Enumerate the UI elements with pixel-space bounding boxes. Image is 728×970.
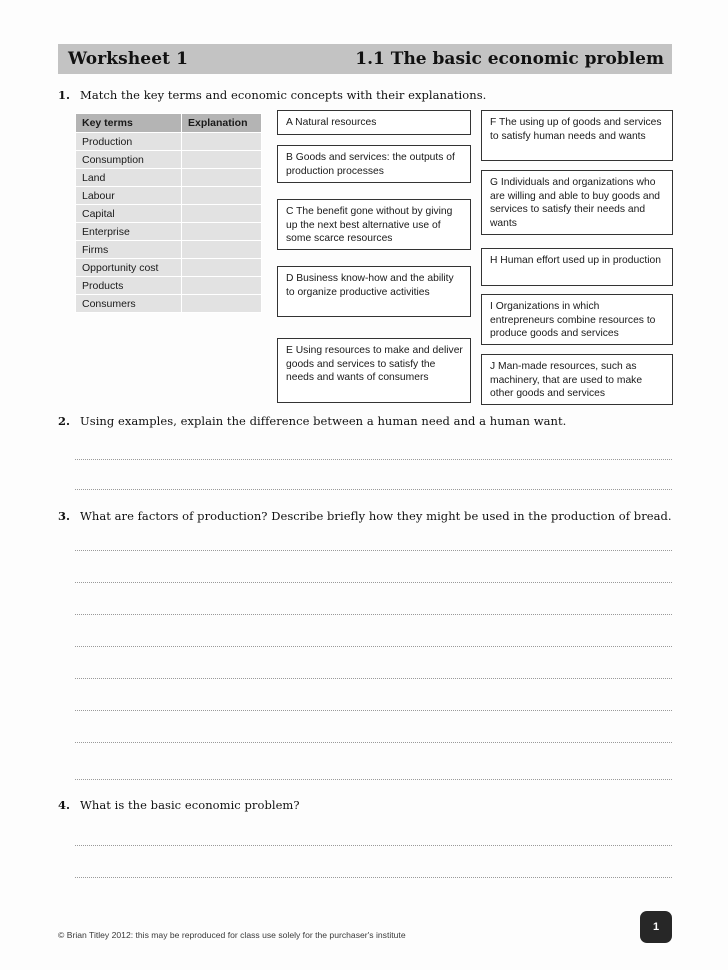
question-3-number: 3. [58,509,71,523]
key-term-cell: Labour [76,187,182,205]
option-box-i[interactable]: I Organizations in which entrepreneurs combine resources to produce goods and services [481,294,673,345]
explanation-cell[interactable] [182,151,262,169]
worksheet-header-bar [58,44,672,74]
explanation-cell[interactable] [182,259,262,277]
option-box-b[interactable]: B Goods and services: the outputs of production processes [277,145,471,183]
key-term-cell: Products [76,277,182,295]
table-row [76,295,262,313]
explanation-cell[interactable] [182,133,262,151]
page-number-badge: 1 [640,911,672,943]
explanation-cell[interactable] [182,277,262,295]
answer-line[interactable] [75,489,672,490]
answer-line[interactable] [75,614,672,615]
option-box-a[interactable]: A Natural resources [277,110,471,135]
option-box-f[interactable]: F The using up of goods and services to satisfy human needs and wants [481,110,673,161]
answer-line[interactable] [75,779,672,780]
table-row [76,151,262,169]
worksheet-label: Worksheet 1 [68,49,189,69]
question-2-text: Using examples, explain the difference between a human need and a human want. [80,414,567,428]
column-header-explanation: Explanation [182,114,262,133]
worksheet-topic-title: 1.1 The basic economic problem [355,49,664,69]
table-header-row [76,114,262,133]
key-terms-table [75,113,262,313]
explanation-cell[interactable] [182,169,262,187]
key-term-cell: Consumption [76,151,182,169]
question-1-text: Match the key terms and economic concepts with their explanations. [80,88,487,102]
option-box-h[interactable]: H Human effort used up in production [481,248,673,286]
table-row [76,223,262,241]
option-box-d[interactable]: D Business know-how and the ability to organize productive activities [277,266,471,317]
question-3-text: What are factors of production? Describe briefly how they might be used in the production of bread. [80,509,672,523]
answer-line[interactable] [75,459,672,460]
table-row [76,259,262,277]
option-box-e[interactable]: E Using resources to make and deliver goods and services to satisfy the needs and wants of consumers [277,338,471,403]
option-box-c[interactable]: C The benefit gone without by giving up the next best alternative use of some scarce resources [277,199,471,250]
option-box-j[interactable]: J Man-made resources, such as machinery, that are used to make other goods and services [481,354,673,405]
table-row [76,133,262,151]
key-term-cell: Production [76,133,182,151]
key-term-cell: Consumers [76,295,182,313]
answer-line[interactable] [75,646,672,647]
column-header-key-terms: Key terms [76,114,182,133]
answer-line[interactable] [75,582,672,583]
explanation-cell[interactable] [182,241,262,259]
table-row [76,205,262,223]
answer-line[interactable] [75,550,672,551]
explanation-cell[interactable] [182,205,262,223]
question-4-text: What is the basic economic problem? [80,798,300,812]
table-row [76,241,262,259]
question-4-number: 4. [58,798,71,812]
question-1 [58,88,486,102]
key-term-cell: Land [76,169,182,187]
question-2-number: 2. [58,414,71,428]
key-term-cell: Enterprise [76,223,182,241]
option-box-g[interactable]: G Individuals and organizations who are willing and able to buy goods and services to satisfy their needs and wants [481,170,673,235]
answer-line[interactable] [75,877,672,878]
explanation-cell[interactable] [182,187,262,205]
question-2 [58,414,566,428]
explanation-cell[interactable] [182,295,262,313]
table-row [76,169,262,187]
answer-line[interactable] [75,710,672,711]
copyright-notice: © Brian Titley 2012: this may be reproduced for class use solely for the purchaser's institute [58,930,406,940]
key-term-cell: Opportunity cost [76,259,182,277]
table-row [76,277,262,295]
key-term-cell: Capital [76,205,182,223]
answer-line[interactable] [75,678,672,679]
table-row [76,187,262,205]
answer-line[interactable] [75,845,672,846]
key-term-cell: Firms [76,241,182,259]
question-1-number: 1. [58,88,71,102]
explanation-cell[interactable] [182,223,262,241]
answer-line[interactable] [75,742,672,743]
question-3 [58,509,672,523]
question-4 [58,798,300,812]
